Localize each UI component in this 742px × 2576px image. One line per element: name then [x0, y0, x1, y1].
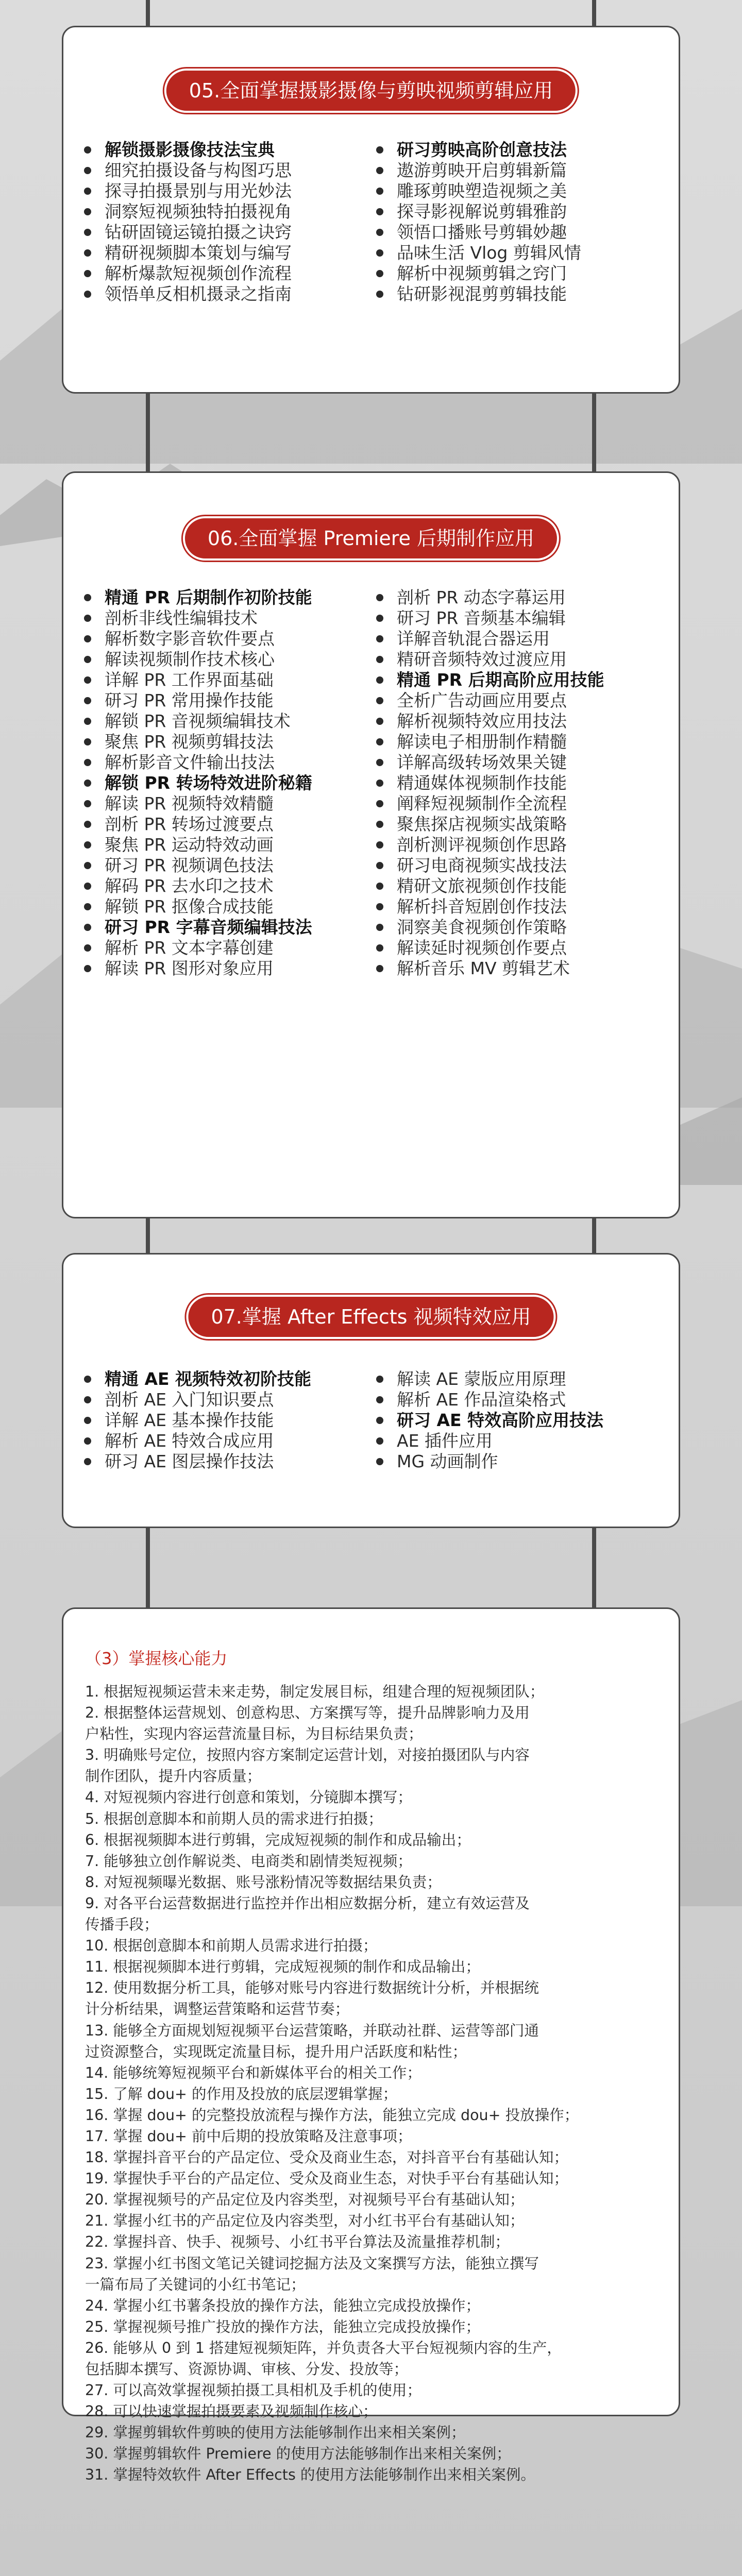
course-item-label: 领悟口播账号剪辑妙趣 — [397, 222, 567, 242]
bullet-icon — [84, 841, 91, 849]
course-item-label: 解锁 PR 抠像合成技能 — [105, 896, 274, 917]
course-item-label: 解锁 PR 音视频编辑技术 — [105, 711, 291, 731]
course-item-label: 解析抖音短剧创作技法 — [397, 896, 567, 917]
bullet-icon — [376, 167, 383, 174]
course-item — [376, 181, 663, 201]
bullet-icon — [84, 944, 91, 952]
bullet-icon — [84, 862, 91, 869]
ability-line: 22. 掌握抖音、快手、视频号、小红书平台算法及流量推荐机制； — [85, 2233, 510, 2251]
bullet-icon — [84, 779, 91, 787]
bullet-icon — [376, 924, 383, 931]
course-item-label: 解析中视频剪辑之窍门 — [397, 263, 567, 283]
bullet-icon — [84, 924, 91, 931]
course-item-label: AE 插件应用 — [397, 1431, 493, 1451]
course-item-label: 解析爆款短视频创作流程 — [105, 263, 292, 283]
ability-line: 一篇布局了关键词的小红书笔记； — [85, 2276, 306, 2293]
course-item-label: 解析 AE 作品渲染格式 — [397, 1389, 566, 1410]
hanging-rod — [146, 392, 150, 474]
section-title-pill: 07.掌握 After Effects 视频特效应用 — [186, 1295, 555, 1339]
bullet-icon — [376, 738, 383, 745]
bullet-icon — [376, 676, 383, 684]
course-item — [84, 896, 371, 917]
course-item — [376, 222, 663, 243]
course-item-label: 剖析 PR 动态字幕运用 — [397, 587, 566, 607]
hanging-rod — [592, 1525, 596, 1613]
bullet-icon — [376, 208, 383, 215]
course-item — [84, 629, 371, 649]
course-item-label: 解读延时视频创作要点 — [397, 938, 567, 958]
course-item — [376, 1451, 663, 1472]
course-list-left — [84, 587, 371, 979]
course-item-label: 解析视频特效应用技法 — [397, 711, 567, 731]
course-item-label: 解析数字影音软件要点 — [105, 629, 275, 649]
ability-line: 12. 使用数据分析工具，能够对账号内容进行数据统计分析，并根据统 — [85, 1979, 539, 1997]
course-item-label: 研习 PR 视频调色技法 — [105, 855, 274, 875]
section-title-pill: 05.全面掌握摄影摄像与剪映视频剪辑应用 — [164, 69, 578, 113]
course-item — [376, 690, 663, 711]
course-item-label: 解析 AE 特效合成应用 — [105, 1431, 274, 1451]
course-item-label: 详解 PR 工作界面基础 — [105, 670, 274, 690]
course-item-label: 详解 AE 基本操作技能 — [105, 1410, 274, 1430]
bullet-icon — [376, 800, 383, 807]
course-item-label: MG 动画制作 — [397, 1451, 498, 1471]
course-item-label: 精通 AE 视频特效初阶技能 — [105, 1369, 312, 1389]
bullet-icon — [376, 188, 383, 195]
bullet-icon — [376, 270, 383, 277]
course-item-label: 精通 PR 后期制作初阶技能 — [105, 587, 312, 607]
bullet-icon — [84, 270, 91, 277]
course-item-label: 洞察短视频独特拍摄视角 — [105, 201, 292, 222]
bullet-icon — [84, 738, 91, 745]
hanging-rod — [146, 1216, 150, 1257]
ability-line: 包括脚本撰写、资源协调、审核、分发、投放等； — [85, 2361, 409, 2378]
course-item-label: 解读 PR 图形对象应用 — [105, 958, 274, 978]
course-item — [376, 793, 663, 814]
ability-line: 户粘性，实现内容运营流量目标，为目标结果负责； — [85, 1725, 423, 1743]
course-item — [376, 1369, 663, 1389]
course-item — [376, 1431, 663, 1451]
course-item-label: 详解高级转场效果关键 — [397, 752, 567, 772]
course-item-label: 详解音轨混合器运用 — [397, 629, 550, 649]
section-card-05 — [62, 26, 680, 394]
course-item — [376, 773, 663, 793]
bullet-icon — [376, 718, 383, 725]
bullet-icon — [84, 188, 91, 195]
ability-line: 27. 可以高效掌握视频拍摄工具相机及手机的使用； — [85, 2382, 421, 2399]
course-item — [84, 814, 371, 835]
course-item — [84, 958, 371, 979]
course-item-label: 精通 PR 后期高阶应用技能 — [397, 670, 604, 690]
ability-line: 2. 根据整体运营规划、创意构思、方案撰写等，提升品牌影响力及用 — [85, 1704, 530, 1722]
course-item-label: 精通媒体视频制作技能 — [397, 773, 567, 793]
bullet-icon — [84, 615, 91, 622]
course-item — [84, 140, 371, 160]
bullet-icon — [84, 594, 91, 601]
ability-line: 8. 对短视频曝光数据、账号涨粉情况等数据结果负责； — [85, 1873, 442, 1891]
course-item — [376, 732, 663, 752]
ability-line: 31. 掌握特效软件 After Effects 的使用方法能够制作出来相关案例。 — [85, 2466, 535, 2484]
bullet-icon — [84, 697, 91, 704]
course-columns — [84, 140, 663, 304]
course-item — [84, 222, 371, 243]
hanging-rod — [146, 1525, 150, 1613]
course-list-left — [84, 140, 371, 304]
course-item — [84, 263, 371, 284]
course-item — [376, 958, 663, 979]
bullet-icon — [376, 656, 383, 663]
course-item-label: 探寻拍摄景别与用光妙法 — [105, 181, 292, 201]
ability-line: 计分析结果，调整运营策略和运营节奏； — [85, 2001, 350, 2018]
bullet-icon — [376, 841, 383, 849]
course-item-label: 聚焦 PR 运动特效动画 — [105, 835, 274, 855]
course-item — [84, 732, 371, 752]
bullet-icon — [84, 1417, 91, 1424]
course-item-label: 解读电子相册制作精髓 — [397, 732, 567, 752]
ability-line: 28. 可以快速掌握拍摄要素及视频制作核心； — [85, 2403, 378, 2420]
bullet-icon — [376, 759, 383, 766]
ability-line: 制作团队，提升内容质量； — [85, 1768, 262, 1785]
course-item — [376, 917, 663, 938]
bullet-icon — [376, 146, 383, 154]
bullet-icon — [376, 903, 383, 910]
ability-line: 15. 了解 dou+ 的作用及投放的底层逻辑掌握； — [85, 2085, 397, 2103]
core-abilities-list — [85, 1681, 658, 2486]
course-item — [376, 835, 663, 855]
course-item-label: 研习电商视频实战技法 — [397, 855, 567, 875]
course-item — [84, 284, 371, 304]
course-item-label: 解读 PR 视频特效精髓 — [105, 793, 274, 814]
bullet-icon — [84, 656, 91, 663]
course-list-right — [371, 140, 663, 304]
bullet-icon — [376, 594, 383, 601]
bullet-icon — [84, 1376, 91, 1383]
section-card-07 — [62, 1253, 680, 1528]
course-list-left — [84, 1369, 371, 1472]
section-title-pill: 06.全面掌握 Premiere 后期制作应用 — [183, 516, 559, 561]
bullet-icon — [376, 1396, 383, 1403]
course-item — [376, 243, 663, 263]
course-item-label: 雕琢剪映塑造视频之美 — [397, 181, 567, 201]
course-item-label: 精研文旅视频创作技能 — [397, 876, 567, 896]
ability-line: 18. 掌握抖音平台的产品定位、受众及商业生态，对抖音平台有基础认知； — [85, 2149, 568, 2166]
course-item-label: 遨游剪映开启剪辑新篇 — [397, 160, 567, 180]
bullet-icon — [84, 821, 91, 828]
course-item-label: 研习 PR 字幕音频编辑技法 — [105, 917, 312, 937]
bullet-icon — [376, 1458, 383, 1465]
course-item — [84, 876, 371, 896]
bullet-icon — [84, 1396, 91, 1403]
course-item-label: 解读视频制作技术核心 — [105, 649, 275, 669]
course-item — [376, 938, 663, 958]
course-item-label: 研习 PR 常用操作技能 — [105, 690, 274, 710]
course-item — [376, 1410, 663, 1431]
course-item — [376, 1389, 663, 1410]
course-item-label: 解码 PR 去水印之技术 — [105, 876, 274, 896]
course-item — [84, 243, 371, 263]
bullet-icon — [84, 1437, 91, 1445]
ability-line: 19. 掌握快手平台的产品定位、受众及商业生态，对快手平台有基础认知； — [85, 2170, 568, 2188]
course-item-label: 洞察美食视频创作策略 — [397, 917, 567, 937]
course-item — [84, 793, 371, 814]
course-item — [376, 587, 663, 608]
ability-line: 传播手段； — [85, 1916, 159, 1934]
ability-line: 9. 对各平台运营数据进行监控并作出相应数据分析，建立有效运营及 — [85, 1894, 530, 1912]
ability-line: 20. 掌握视频号的产品定位及内容类型，对视频号平台有基础认知； — [85, 2191, 525, 2209]
course-item-label: 领悟单反相机摄录之指南 — [105, 284, 292, 304]
bullet-icon — [376, 1376, 383, 1383]
course-item — [84, 1369, 371, 1389]
bullet-icon — [376, 1417, 383, 1424]
course-item — [376, 649, 663, 670]
ability-line: 30. 掌握剪辑软件 Premiere 的使用方法能够制作出来相关案例； — [85, 2445, 511, 2463]
bullet-icon — [84, 146, 91, 154]
course-item — [376, 629, 663, 649]
ability-line: 21. 掌握小红书的产品定位及内容类型，对小红书平台有基础认知； — [85, 2212, 525, 2230]
course-item-label: 细究拍摄设备与构图巧思 — [105, 160, 292, 180]
bullet-icon — [376, 944, 383, 952]
course-item-label: 剖析 AE 入门知识要点 — [105, 1389, 274, 1410]
ability-line: 11. 根据视频脚本进行剪辑，完成短视频的制作和成品输出； — [85, 1958, 480, 1976]
course-item-label: 剖析测评视频创作思路 — [397, 835, 567, 855]
course-item-label: 研习 AE 特效高阶应用技法 — [397, 1410, 604, 1430]
section-card-06 — [62, 471, 680, 1218]
course-item — [376, 284, 663, 304]
course-item-label: 阐释短视频制作全流程 — [397, 793, 567, 814]
course-item-label: 精研音频特效过渡应用 — [397, 649, 567, 669]
course-item — [376, 670, 663, 690]
bullet-icon — [376, 697, 383, 704]
bullet-icon — [84, 965, 91, 972]
course-item-label: 全析广告动画应用要点 — [397, 690, 567, 710]
bullet-icon — [376, 821, 383, 828]
course-item — [376, 140, 663, 160]
course-item — [84, 649, 371, 670]
bullet-icon — [84, 676, 91, 684]
ability-line: 23. 掌握小红书图文笔记关键词挖掘方法及文案撰写方法，能独立撰写 — [85, 2255, 539, 2272]
course-item-label: 研习 AE 图层操作技法 — [105, 1451, 274, 1471]
course-item-label: 解读 AE 蒙版应用原理 — [397, 1369, 566, 1389]
course-item-label: 解析影音文件输出技法 — [105, 752, 275, 772]
bullet-icon — [376, 883, 383, 890]
course-item — [84, 181, 371, 201]
course-item — [84, 201, 371, 222]
core-abilities-title: （3）掌握核心能力 — [85, 1649, 228, 1668]
ability-line: 14. 能够统筹短视频平台和新媒体平台的相关工作； — [85, 2064, 421, 2081]
ability-line: 4. 对短视频内容进行创意和策划，分镜脚本撰写； — [85, 1789, 412, 1806]
course-item — [84, 835, 371, 855]
ability-line: 1. 根据短视频运营未来走势，制定发展目标，组建合理的短视频团队； — [85, 1683, 545, 1700]
ability-line: 26. 能够从 0 到 1 搭建短视频矩阵，并负责各大平台短视频内容的生产， — [85, 2339, 562, 2357]
bullet-icon — [376, 291, 383, 298]
course-item-label: 钻研固镜运镜拍摄之诀窍 — [105, 222, 292, 242]
course-item-label: 解析 PR 文本字幕创建 — [105, 938, 274, 958]
bullet-icon — [376, 1437, 383, 1445]
course-list-right — [371, 587, 663, 979]
course-item-label: 聚焦探店视频实战策略 — [397, 814, 567, 834]
course-item — [376, 752, 663, 773]
bullet-icon — [376, 615, 383, 622]
course-item-label: 剖析 PR 转场过渡要点 — [105, 814, 274, 834]
course-item — [84, 855, 371, 876]
course-item-label: 研习剪映高阶创意技法 — [397, 140, 567, 160]
bullet-icon — [376, 779, 383, 787]
course-item — [84, 608, 371, 629]
bullet-icon — [376, 249, 383, 257]
course-item — [376, 160, 663, 181]
bullet-icon — [84, 229, 91, 236]
course-item — [84, 1451, 371, 1472]
course-list-right — [371, 1369, 663, 1472]
course-columns — [84, 587, 663, 979]
bullet-icon — [84, 167, 91, 174]
bullet-icon — [84, 718, 91, 725]
ability-line: 7. 能够独立创作解说类、电商类和剧情类短视频； — [85, 1852, 412, 1870]
course-item-label: 聚焦 PR 视频剪辑技法 — [105, 732, 274, 752]
ability-line: 6. 根据视频脚本进行剪辑，完成短视频的制作和成品输出； — [85, 1831, 471, 1849]
course-item-label: 解锁摄影摄像技法宝典 — [105, 140, 275, 160]
course-item-label: 探寻影视解说剪辑雅韵 — [397, 201, 567, 222]
ability-line: 5. 根据创意脚本和前期人员的需求进行拍摄； — [85, 1810, 383, 1827]
ability-line: 16. 掌握 dou+ 的完整投放流程与操作方法，能独立完成 dou+ 投放操作； — [85, 2106, 579, 2124]
course-item — [376, 876, 663, 896]
course-item — [84, 711, 371, 732]
course-item-label: 品味生活 Vlog 剪辑风情 — [397, 243, 581, 263]
ability-line: 17. 掌握 dou+ 前中后期的投放策略及注意事项； — [85, 2127, 412, 2145]
course-item — [376, 711, 663, 732]
bullet-icon — [84, 208, 91, 215]
bullet-icon — [84, 291, 91, 298]
bullet-icon — [376, 635, 383, 642]
hanging-rod — [592, 1216, 596, 1257]
ability-line: 3. 明确账号定位，按照内容方案制定运营计划，对接拍摄团队与内容 — [85, 1747, 530, 1764]
bullet-icon — [84, 883, 91, 890]
course-item — [376, 814, 663, 835]
course-item — [84, 773, 371, 793]
course-item — [84, 1389, 371, 1410]
course-item-label: 解锁 PR 转场特效进阶秘籍 — [105, 773, 312, 793]
course-item — [376, 896, 663, 917]
core-abilities-card — [62, 1607, 680, 2484]
ability-line: 29. 掌握剪辑软件剪映的使用方法能够制作出来相关案例； — [85, 2424, 466, 2442]
bullet-icon — [376, 965, 383, 972]
course-item — [84, 587, 371, 608]
ability-line: 13. 能够全方面规划短视频平台运营策略，并联动社群、运营等部门通 — [85, 2022, 539, 2039]
course-item-label: 解析音乐 MV 剪辑艺术 — [397, 958, 570, 978]
course-item — [84, 1410, 371, 1431]
course-item — [376, 608, 663, 629]
ability-line: 过资源整合，实现既定流量目标，提升用户活跃度和粘性； — [85, 2043, 467, 2060]
ability-line: 24. 掌握小红书薯条投放的操作方法，能独立完成投放操作； — [85, 2297, 480, 2314]
course-item-label: 研习 PR 音频基本编辑 — [397, 608, 566, 628]
course-item-label: 剖析非线性编辑技术 — [105, 608, 258, 628]
ability-line: 25. 掌握视频号推广投放的操作方法，能独立完成投放操作； — [85, 2318, 480, 2335]
course-item — [376, 263, 663, 284]
course-item — [84, 938, 371, 958]
hanging-rod — [592, 392, 596, 474]
course-item-label: 精研视频脚本策划与编写 — [105, 243, 292, 263]
course-item — [376, 201, 663, 222]
course-columns — [84, 1369, 663, 1472]
bullet-icon — [84, 903, 91, 910]
course-item — [84, 752, 371, 773]
bullet-icon — [84, 759, 91, 766]
ability-line: 10. 根据创意脚本和前期人员需求进行拍摄； — [85, 1937, 378, 1955]
bullet-icon — [84, 635, 91, 642]
course-item — [84, 160, 371, 181]
course-item — [84, 690, 371, 711]
bullet-icon — [376, 229, 383, 236]
course-item — [84, 917, 371, 938]
bullet-icon — [84, 800, 91, 807]
course-item-label: 钻研影视混剪剪辑技能 — [397, 284, 567, 304]
course-item — [84, 670, 371, 690]
bullet-icon — [376, 862, 383, 869]
course-item — [376, 855, 663, 876]
course-item — [84, 1431, 371, 1451]
bullet-icon — [84, 1458, 91, 1465]
bullet-icon — [84, 249, 91, 257]
